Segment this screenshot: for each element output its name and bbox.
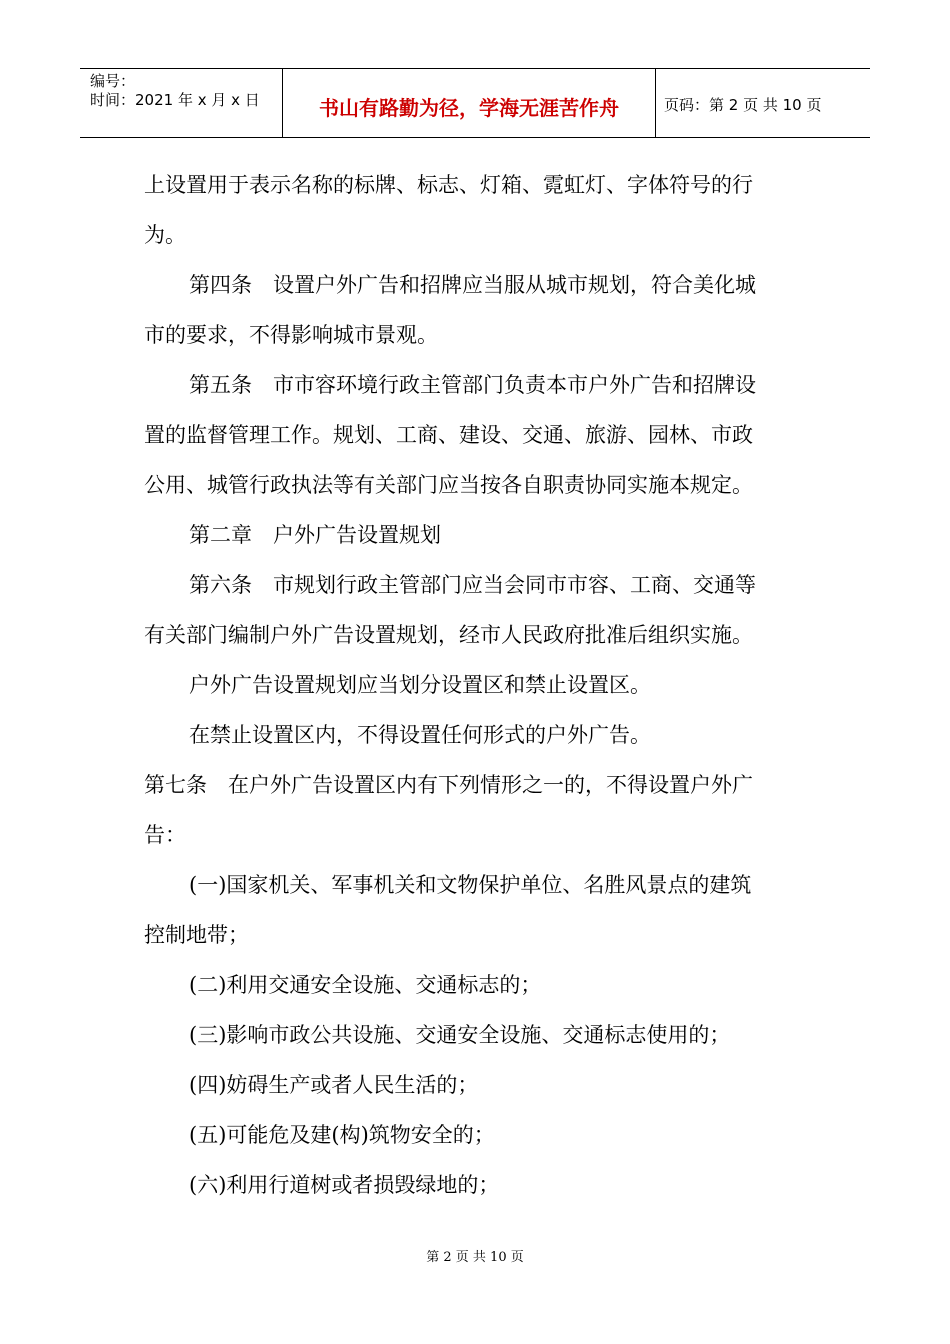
body-line: 公用、城管行政执法等有关部门应当按各自职责协同实施本规定。 [144, 473, 753, 497]
header-motto: 书山有路勤为径，学海无涯苦作舟 [319, 96, 619, 120]
body-line: 为。 [144, 223, 186, 247]
document-header [80, 68, 870, 138]
body-line: 置的监督管理工作。规划、工商、建设、交通、旅游、园林、市政 [144, 423, 753, 447]
list-item-2: (二)利用交通安全设施、交通标志的； [189, 973, 542, 997]
list-item-6: (六)利用行道树或者损毁绿地的； [189, 1173, 500, 1197]
list-item-5: (五)可能危及建(构)筑物安全的； [189, 1123, 495, 1147]
header-meta-cell [80, 69, 280, 137]
article-6-heading-line: 第六条 市规划行政主管部门应当会同市市容、工商、交通等 [189, 573, 756, 597]
document-number-label: 编号： [90, 72, 136, 90]
list-item-1: (一)国家机关、军事机关和文物保护单位、名胜风景点的建筑 [189, 873, 752, 897]
list-item-4: (四)妨碍生产或者人民生活的； [189, 1073, 479, 1097]
body-line: 户外广告设置规划应当划分设置区和禁止设置区。 [189, 673, 651, 697]
body-line: 有关部门编制户外广告设置规划，经市人民政府批准后组织实施。 [144, 623, 753, 647]
header-page-cell [656, 69, 870, 137]
chapter-2-heading: 第二章 户外广告设置规划 [189, 523, 441, 547]
body-line: 上设置用于表示名称的标牌、标志、灯箱、霓虹灯、字体符号的行 [144, 173, 753, 197]
body-line: 告： [144, 823, 186, 847]
body-line: 在禁止设置区内，不得设置任何形式的户外广告。 [189, 723, 651, 747]
article-4-heading-line: 第四条 设置户外广告和招牌应当服从城市规划，符合美化城 [189, 273, 756, 297]
header-page-info: 页码：第 2 页 共 10 页 [664, 96, 822, 114]
page-footer: 第 2 页 共 10 页 [426, 1250, 524, 1265]
document-time-label: 时间：2021 年 x 月 x 日 [90, 91, 260, 109]
article-5-heading-line: 第五条 市市容环境行政主管部门负责本市户外广告和招牌设 [189, 373, 756, 397]
body-line: 市的要求，不得影响城市景观。 [144, 323, 438, 347]
body-line: 控制地带； [144, 923, 249, 947]
article-7-heading-line: 第七条 在户外广告设置区内有下列情形之一的，不得设置户外广 [144, 773, 753, 797]
list-item-3: (三)影响市政公共设施、交通安全设施、交通标志使用的； [189, 1023, 731, 1047]
header-motto-cell [282, 69, 656, 137]
